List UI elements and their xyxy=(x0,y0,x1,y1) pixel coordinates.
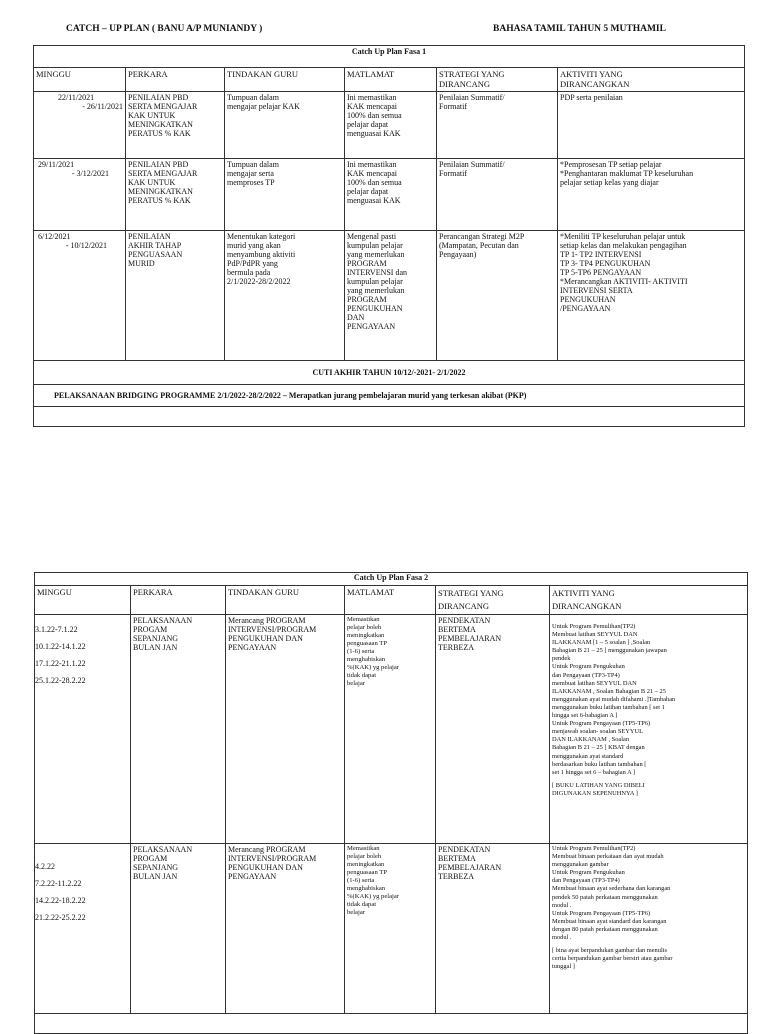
week-range: 14.2.22-18.2.22 xyxy=(35,896,86,905)
week-range: 17.1.22-21.1.22 xyxy=(35,659,86,668)
strategi-cell: Perancangan Strategi M2P (Mampatan, Pecutan dan Pengayaan) xyxy=(437,231,558,361)
strategi-cell: Penilaian Summatif/ Formatif xyxy=(437,92,558,159)
matlamat-cell: Mengenal pasti kumpulan pelajar yang memerlukan PROGRAM INTERVENSI dan kumpulan pelajar yang memerlukan PROGRAM PENGUKUHAN DAN PENGAYAAN xyxy=(345,231,437,361)
minggu-cell xyxy=(34,231,126,361)
table-row xyxy=(34,159,745,231)
table-row xyxy=(34,92,745,159)
week-range: 7.2.22-11.2.22 xyxy=(35,879,82,888)
document-header-left: CATCH – UP PLAN ( BANU A/P MUNIANDY ) xyxy=(66,24,263,34)
week-range: 3.1.22-7.1.22 xyxy=(35,625,78,634)
column-header-perkara: PERKARA xyxy=(131,586,226,615)
tindakan-cell: Merancang PROGRAM INTERVENSI/PROGRAM PENGUKUHAN DAN PENGAYAAN xyxy=(226,615,345,844)
minggu-cell xyxy=(34,159,126,231)
aktiviti-note: [ BUKU LATIHAN YANG DIBELI DIGUNAKAN SEPENUHNYA ] xyxy=(552,781,645,797)
column-header-strategi: STRATEGI YANG DIRANCANG xyxy=(437,68,558,92)
week-end: - 10/12/2021 xyxy=(65,241,107,250)
strategi-cell: PENDEKATAN BERTEMA PEMBELAJARAN TERBEZA xyxy=(436,615,550,844)
aktiviti-cell: PDP serta penilaian xyxy=(558,92,745,159)
catch-up-plan-phase1-table xyxy=(33,45,745,427)
tindakan-cell: Menentukan kategori murid yang akan menyambung aktiviti PdP/PdPR yang bermula pada 2/1/2022-28/2/2022 xyxy=(225,231,345,361)
perkara-cell: PELAKSANAAN PROGAM SEPANJANG BULAN JAN xyxy=(131,615,226,844)
week-start: 22/11/2021 xyxy=(58,93,95,102)
week-start: 6/12/2021 xyxy=(38,232,71,241)
week-range: 21.2.22-25.2.22 xyxy=(35,913,86,922)
strategi-cell: PENDEKATAN BERTEMA PEMBELAJARAN TERBEZA xyxy=(436,844,550,1014)
column-header-minggu: MINGGU xyxy=(34,68,126,92)
phase1-title: Catch Up Plan Fasa 1 xyxy=(34,46,745,68)
matlamat-cell: Memastikan pelajar boleh meningkatkan penguasaan TP (1-6) serta menghabiskan %(KAK) yg pelajar tidak dapat belajar xyxy=(345,844,436,1014)
column-header-minggu: MINGGU xyxy=(35,586,131,615)
week-range: 4.2.22 xyxy=(35,862,55,871)
aktiviti-cell xyxy=(550,844,748,1014)
perkara-cell: PENILAIAN PBD SERTA MENGAJAR KAK UNTUK MENINGKATKAN PERATUS % KAK xyxy=(126,159,225,231)
column-header-strategi: STRATEGI YANG DIRANCANG xyxy=(436,586,550,615)
column-header-aktiviti: AKTIVITI YANG DIRANCANGKAN xyxy=(558,68,745,92)
table-row xyxy=(35,844,748,1014)
minggu-cell xyxy=(34,92,126,159)
week-end: - 3/12/2021 xyxy=(71,169,109,178)
matlamat-cell: Ini memastikan KAK mencapai 100% dan semua pelajar dapat menguasai KAK xyxy=(345,159,437,231)
matlamat-cell: Memastikan pelajar boleh meningkatkan penguasaan TP (1-6) serta menghabiskan %(KAK) yg pelajar tidak dapat belajar xyxy=(345,615,436,844)
aktiviti-note: [ bina ayat berpandukan gambar dan menulis cerita berpandukan gambar bersiri atau gambar tunggal ] xyxy=(552,947,673,971)
perkara-cell: PELAKSANAAN PROGAM SEPANJANG BULAN JAN xyxy=(131,844,226,1014)
empty-row xyxy=(34,407,745,427)
aktiviti-cell: *Pemprosesan TP setiap pelajar *Penghantaran maklumat TP keseluruhan pelajar setiap kelas yang diajar xyxy=(558,159,745,231)
week-start: 29/11/2021 xyxy=(38,160,75,169)
phase2-title: Catch Up Plan Fasa 2 xyxy=(35,573,748,586)
tindakan-cell: Merancang PROGRAM INTERVENSI/PROGRAM PENGUKUHAN DAN PENGAYAAN xyxy=(226,844,345,1014)
minggu-cell xyxy=(35,615,131,844)
document-header-right: BAHASA TAMIL TAHUN 5 MUTHAMIL xyxy=(493,24,666,34)
perkara-cell: PENILAIAN AKHIR TAHAP PENGUASAAN MURID xyxy=(126,231,225,361)
week-range: 10.1.22-14.1.22 xyxy=(35,642,86,651)
minggu-cell xyxy=(35,844,131,1014)
column-header-tindakan-guru: TINDAKAN GURU xyxy=(226,586,345,615)
catch-up-plan-phase2-table xyxy=(34,572,748,1034)
aktiviti-cell: *Meniliti TP keseluruhan pelajar untuk setiap kelas dan melakukan pengagihan TP 1- TP2 INTERVENSI TP 3- TP4 PENGUKUHAN TP 5-TP6 PENGAYAAN *Merancangkan AKTIVITI- AKTIVITI INTERVENSI SERTA PENGUKUHAN /PENGAYAAN xyxy=(558,231,745,361)
column-header-aktiviti: AKTIVITI YANG DIRANCANGKAN xyxy=(550,586,748,615)
matlamat-cell: Ini memastikan KAK mencapai 100% dan semua pelajar dapat menguasai KAK xyxy=(345,92,437,159)
table-row xyxy=(35,615,748,844)
perkara-cell: PENILAIAN PBD SERTA MENGAJAR KAK UNTUK MENINGKATKAN PERATUS % KAK xyxy=(126,92,225,159)
tindakan-cell: Tumpuan dalam mengajar pelajar KAK xyxy=(225,92,345,159)
table-row xyxy=(34,231,745,361)
column-header-matlamat: MATLAMAT xyxy=(345,68,437,92)
column-header-matlamat: MATLAMAT xyxy=(345,586,436,615)
aktiviti-text: Untuk Program Pemulihan(TP2) Membuat binaan perkataan dan ayat mudah menggunakan gambar Untuk Program Pengukuhan dan Pengayaan (TP3-TP4) Membuat binaan ayat sederhana dan karangan pendek 50 patah perkataan menggunakan modul . Untuk Program Pengayaan (TP5-TP6) Membuat binaan ayat standard dan karangan dengan 80 patah perkataan menggunakan modul . xyxy=(552,845,671,942)
week-end: - 26/11/2021 xyxy=(82,102,123,111)
aktiviti-cell xyxy=(550,615,748,844)
strategi-cell: Penilaian Summatif/ Formatif xyxy=(437,159,558,231)
column-header-tindakan-guru: TINDAKAN GURU xyxy=(225,68,345,92)
aktiviti-text: Untuk Program Pemulihan(TP2) Membuat latihan SEYYUL DAN ILAKKANAM [1 – 5 soalan ] ,Soalan Bahagian B 21 – 25 ] menggunakan jawapan pendek Untuk Program Pengukuhan dan Pengayaan (TP3-TP4) membuat latihan SEYYUL DAN ILAKKANAM , Soalan Bahagian B 21 – 25 menggunakan ayat mudah difahami .]Tambahan menggunakan buku latihan tambahan [ set 1 hingga set 6-bahagian A ] Untuk Program Pengayaan (TP5-TP6) menjawab soalan- soalan SEYYUL DAN ILAKKANAM , Soalan Bahagian B 21 – 25 ] KBAT dengan menggunakan ayat standard berdasarkan buku latihan tambahan [ set 1 hingga set 6 – bahagian A ] xyxy=(552,623,676,776)
bridging-programme-row: PELAKSANAAN BRIDGING PROGRAMME 2/1/2022-28/2/2022 – Merapatkan jurang pembelajaran murid yang terkesan akibat (PKP) xyxy=(34,385,745,407)
holiday-row: CUTI AKHIR TAHUN 10/12/-2021- 2/1/2022 xyxy=(34,361,745,385)
week-range: 25.1.22-28.2.22 xyxy=(35,676,86,685)
column-header-perkara: PERKARA xyxy=(126,68,225,92)
tindakan-cell: Tumpuan dalam mengajar serta memproses TP xyxy=(225,159,345,231)
